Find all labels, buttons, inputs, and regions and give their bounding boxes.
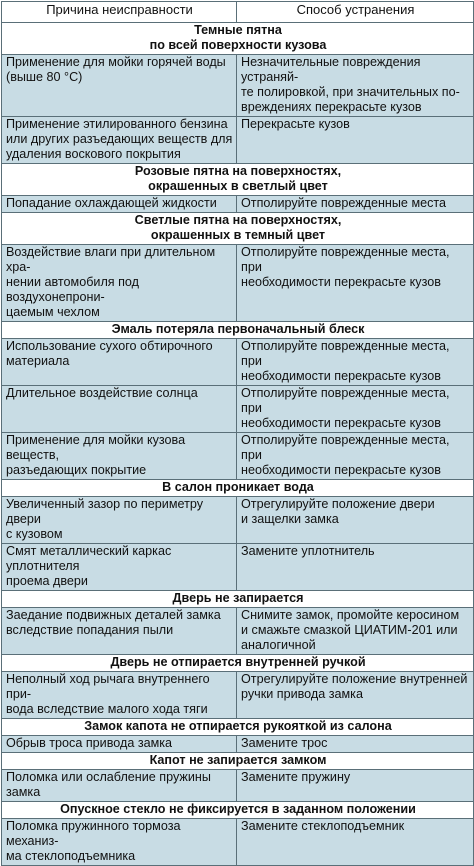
table-row — [2, 55, 474, 117]
table-row — [2, 770, 474, 802]
cause-cell: Воздействие влаги при длительном хра- нении автомобиля под воздухонепрони- цаемым чехлом — [2, 245, 237, 322]
table-row — [2, 608, 474, 655]
section-row — [2, 719, 474, 736]
section-title: Темные пятна по всей поверхности кузова — [2, 23, 474, 55]
cause-cell: Применение для мойки горячей воды (выше 80 °С) — [2, 55, 237, 117]
cause-cell: Применение этилированного бензина или других разъедающих веществ для удаления воскового покрытия — [2, 117, 237, 164]
cause-cell: Смят металлический каркас уплотнителя проема двери — [2, 544, 237, 591]
section-row — [2, 213, 474, 245]
remedy-cell: Снимите замок, промойте керосином и смажьте смазкой ЦИАТИМ-201 или аналогичной — [237, 608, 474, 655]
section-row — [2, 164, 474, 196]
section-title: Розовые пятна на поверхностях, окрашенных в светлый цвет — [2, 164, 474, 196]
remedy-cell: Замените пружину — [237, 770, 474, 802]
section-row — [2, 322, 474, 339]
remedy-cell: Перекрасьте кузов — [237, 117, 474, 164]
section-title: Дверь не запирается — [2, 591, 474, 608]
cause-cell: Обрыв троса привода замка — [2, 736, 237, 753]
remedy-cell: Замените трос — [237, 736, 474, 753]
section-row — [2, 802, 474, 819]
cause-cell: Увеличенный зазор по периметру двери с кузовом — [2, 497, 237, 544]
cause-cell: Длительное воздействие солнца — [2, 386, 237, 433]
section-title: Замок капота не отпирается рукояткой из салона — [2, 719, 474, 736]
remedy-cell: Отрегулируйте положение двери и защелки замка — [237, 497, 474, 544]
column-header-remedy: Способ устранения — [237, 2, 474, 23]
table-row — [2, 544, 474, 591]
cause-cell: Применение для мойки кузова веществ, разъедающих покрытие — [2, 433, 237, 480]
section-title: Капот не запирается замком — [2, 753, 474, 770]
remedy-cell: Отполируйте поврежденные места, при необходимости перекрасьте кузов — [237, 339, 474, 386]
section-title: Дверь не отпирается внутренней ручкой — [2, 655, 474, 672]
cause-cell: Использование сухого обтирочного материала — [2, 339, 237, 386]
cause-cell: Попадание охлаждающей жидкости — [2, 196, 237, 213]
remedy-cell: Незначительные повреждения устраняй- те полировкой, при значительных по- вреждениях перекрасьте кузов — [237, 55, 474, 117]
table-row — [2, 497, 474, 544]
table-row — [2, 245, 474, 322]
table-row — [2, 196, 474, 213]
cause-cell: Поломка пружинного тормоза механиз- ма стеклоподъемника — [2, 819, 237, 866]
section-row — [2, 655, 474, 672]
section-row — [2, 480, 474, 497]
remedy-cell: Замените стеклоподъемник — [237, 819, 474, 866]
table-row — [2, 117, 474, 164]
table-row — [2, 433, 474, 480]
cause-cell: Неполный ход рычага внутреннего при- вода вследствие малого хода тяги — [2, 672, 237, 719]
section-row — [2, 591, 474, 608]
section-title: В салон проникает вода — [2, 480, 474, 497]
section-row — [2, 753, 474, 770]
section-title: Опускное стекло не фиксируется в заданном положении — [2, 802, 474, 819]
remedy-cell: Замените уплотнитель — [237, 544, 474, 591]
remedy-cell: Отполируйте поврежденные места — [237, 196, 474, 213]
cause-cell: Заедание подвижных деталей замка вследствие попадания пыли — [2, 608, 237, 655]
remedy-cell: Отполируйте поврежденные места, при необходимости перекрасьте кузов — [237, 245, 474, 322]
table-row — [2, 339, 474, 386]
table-header-row — [2, 2, 474, 23]
cause-cell: Поломка или ослабление пружины замка — [2, 770, 237, 802]
table-row — [2, 819, 474, 866]
table-row — [2, 672, 474, 719]
section-title: Эмаль потеряла первоначальный блеск — [2, 322, 474, 339]
remedy-cell: Отрегулируйте положение внутренней ручки привода замка — [237, 672, 474, 719]
column-header-cause: Причина неисправности — [2, 2, 237, 23]
table-row — [2, 386, 474, 433]
section-title: Светлые пятна на поверхностях, окрашенных в темный цвет — [2, 213, 474, 245]
remedy-cell: Отполируйте поврежденные места, при необходимости перекрасьте кузов — [237, 386, 474, 433]
table-row — [2, 736, 474, 753]
troubleshooting-table — [1, 1, 474, 866]
section-row — [2, 23, 474, 55]
remedy-cell: Отполируйте поврежденные места, при необходимости перекрасьте кузов — [237, 433, 474, 480]
